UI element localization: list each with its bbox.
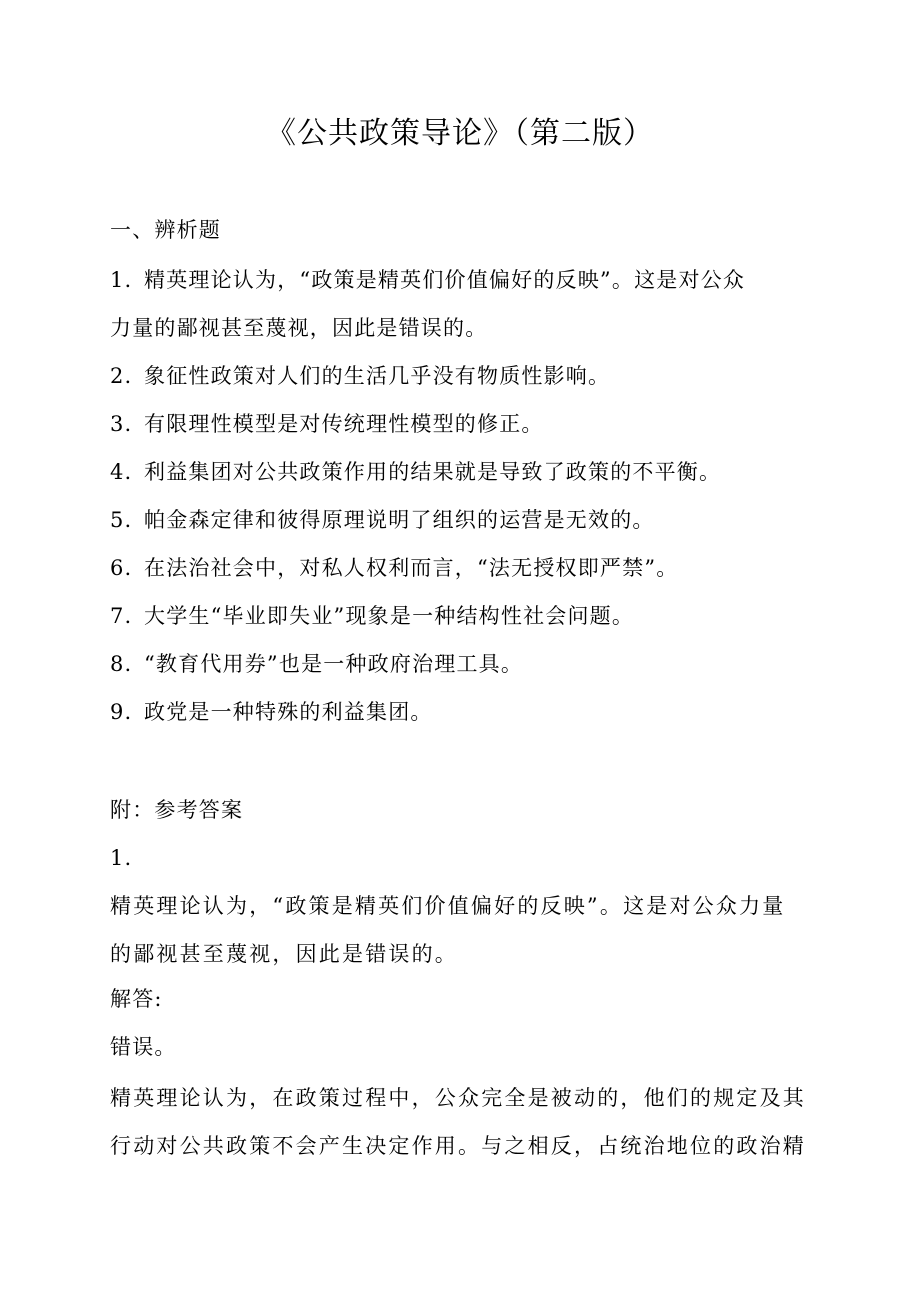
question-6 — [110, 553, 810, 583]
question-number: 1. — [110, 268, 133, 292]
question-text: 精英理论认为，“政策是精英们价值偏好的反映”。这是对公众 — [144, 268, 746, 292]
question-9 — [110, 697, 810, 727]
answer-verdict: 错误。 — [110, 1035, 177, 1059]
answer-explanation-line-1: 精英理论认为，在政策过程中，公众完全是被动的，他们的规定及其 — [110, 1086, 806, 1110]
question-text: “教育代用券”也是一种政府治理工具。 — [144, 652, 524, 676]
question-number: 5. — [110, 508, 133, 532]
section-heading: 一、辨析题 — [110, 218, 221, 242]
restated-question-line-1: 精英理论认为，“政策是精英们价值偏好的反映”。这是对公众力量 — [110, 894, 786, 918]
appendix-heading: 附：参考答案 — [110, 798, 244, 822]
question-text: 大学生“毕业即失业”现象是一种结构性社会问题。 — [144, 604, 635, 628]
question-text: 利益集团对公共政策作用的结果就是导致了政策的不平衡。 — [144, 460, 722, 484]
question-7 — [110, 601, 810, 631]
question-number: 7. — [110, 604, 133, 628]
restated-question-line-2: 的鄙视甚至蔑视，因此是错误的。 — [110, 942, 458, 966]
question-1-line-1 — [110, 265, 810, 295]
answer-explanation-line-2: 行动对公共政策不会产生决定作用。与之相反，占统治地位的政治精 — [110, 1134, 806, 1158]
question-number: 3. — [110, 412, 133, 436]
question-number: 2. — [110, 364, 133, 388]
question-8 — [110, 649, 810, 679]
question-text: 帕金森定律和彼得原理说明了组织的运营是无效的。 — [144, 508, 655, 532]
question-2 — [110, 361, 810, 391]
question-4 — [110, 457, 810, 487]
document-title: 《公共政策导论》（第二版） — [266, 116, 654, 151]
question-number: 8. — [110, 652, 133, 676]
answer-number: 1. — [110, 846, 133, 870]
question-text: 在法治社会中，对私人权利而言，“法无授权即严禁”。 — [144, 556, 679, 580]
question-number: 4. — [110, 460, 133, 484]
question-text: 政党是一种特殊的利益集团。 — [144, 700, 433, 724]
question-text: 有限理性模型是对传统理性模型的修正。 — [144, 412, 544, 436]
question-5 — [110, 505, 810, 535]
question-3 — [110, 409, 810, 439]
question-number: 9. — [110, 700, 133, 724]
question-1-line-2: 力量的鄙视甚至蔑视，因此是错误的。 — [110, 316, 488, 340]
answer-label: 解答: — [110, 987, 163, 1011]
question-text: 象征性政策对人们的生活几乎没有物质性影响。 — [144, 364, 611, 388]
question-number: 6. — [110, 556, 133, 580]
